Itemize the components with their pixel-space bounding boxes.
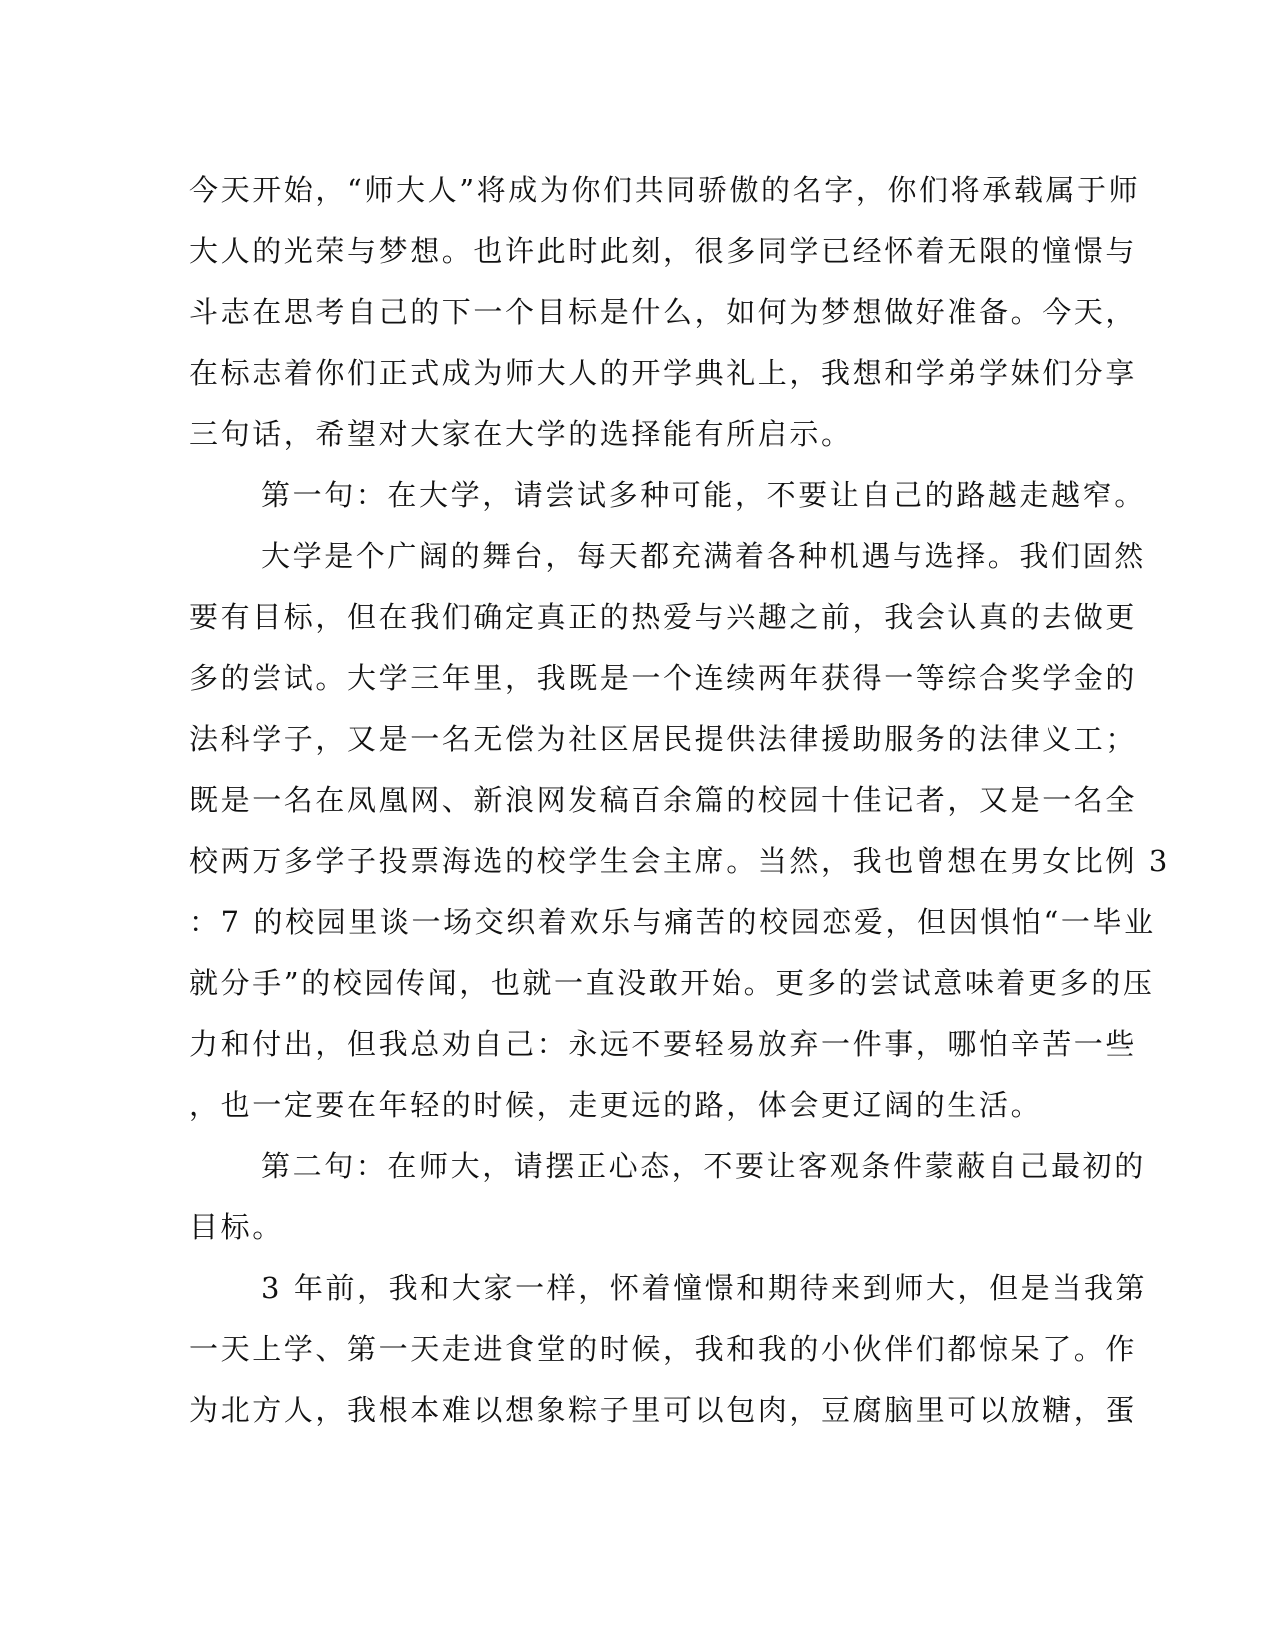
text-line: 在标志着你们正式成为师大人的开学典礼上，我想和学弟学妹们分享 (189, 356, 1138, 390)
text-line: 三句话，希望对大家在大学的选择能有所启示。 (189, 417, 853, 451)
body-text (189, 160, 1170, 1441)
text-line: 一天上学、第一天走进食堂的时候，我和我的小伙伴们都惊呆了。作 (189, 1332, 1138, 1366)
section-heading: 第一句：在大学，请尝试多种可能，不要让自己的路越走越窄。 (261, 478, 1146, 512)
text-line: ，也一定要在年轻的时候，走更远的路，体会更辽阔的生活。 (189, 1088, 1043, 1122)
text-line: 大人的光荣与梦想。也许此时此刻，很多同学已经怀着无限的憧憬与 (189, 234, 1138, 268)
text-line: 3 年前，我和大家一样，怀着憧憬和期待来到师大，但是当我第 (261, 1271, 1148, 1305)
text-line: 力和付出，但我总劝自己：永远不要轻易放弃一件事，哪怕辛苦一些 (189, 1027, 1138, 1061)
text-line: 多的尝试。大学三年里，我既是一个连续两年获得一等综合奖学金的 (189, 661, 1138, 695)
text-line: ：7 的校园里谈一场交织着欢乐与痛苦的校园恋爱，但因惧怕“一毕业 (189, 905, 1156, 939)
text-line: 要有目标，但在我们确定真正的热爱与兴趣之前，我会认真的去做更 (189, 600, 1138, 634)
text-line: 校两万多学子投票海选的校学生会主席。当然，我也曾想在男女比例 3 (189, 844, 1170, 878)
text-line: 既是一名在凤凰网、新浪网发稿百余篇的校园十佳记者，又是一名全 (189, 783, 1138, 817)
section-heading: 第二句：在师大，请摆正心态，不要让客观条件蒙蔽自己最初的 (261, 1149, 1146, 1183)
text-line: 为北方人，我根本难以想象粽子里可以包肉，豆腐脑里可以放糖，蛋 (189, 1393, 1138, 1427)
text-line: 斗志在思考自己的下一个目标是什么，如何为梦想做好准备。今天， (189, 295, 1138, 329)
text-line: 大学是个广阔的舞台，每天都充满着各种机遇与选择。我们固然 (261, 539, 1146, 573)
text-line: 就分手”的校园传闻，也就一直没敢开始。更多的尝试意味着更多的压 (189, 966, 1155, 1000)
text-line: 目标。 (189, 1210, 284, 1244)
text-line: 法科学子，又是一名无偿为社区居民提供法律援助服务的法律义工； (189, 722, 1138, 756)
text-line: 今天开始，“师大人”将成为你们共同骄傲的名字，你们将承载属于师 (189, 173, 1141, 207)
